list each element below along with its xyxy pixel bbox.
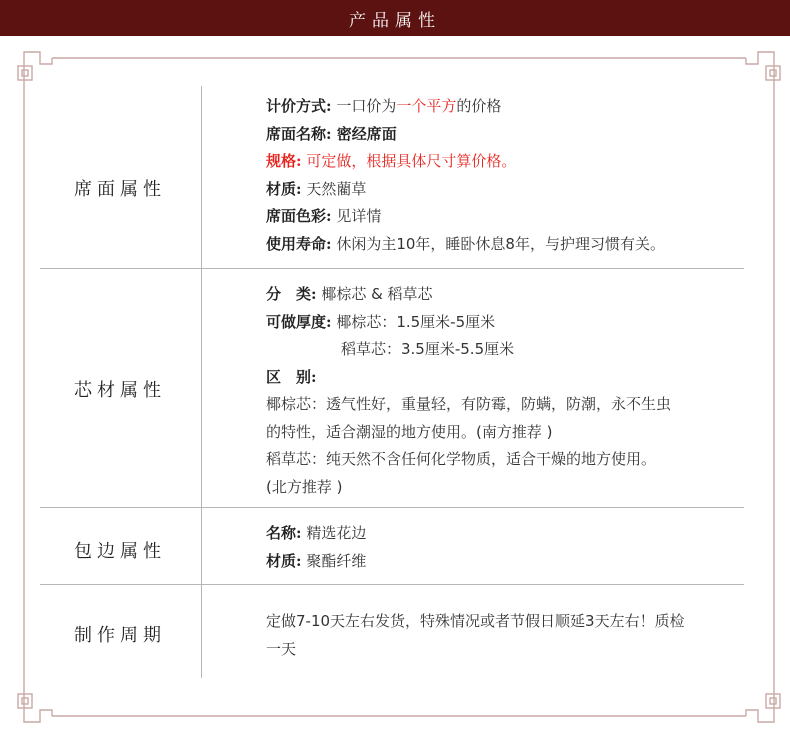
row-divider: [40, 268, 744, 269]
difference-key: 区 别:: [266, 367, 317, 386]
header-title: 产品属性: [349, 11, 441, 31]
difference-text: (北方推荐 ): [266, 477, 343, 496]
difference-row: [266, 364, 671, 392]
lifespan-value: 休闲为主10年，睡卧休息8年，与护理习惯有关。: [331, 234, 665, 253]
difference-text: 稻草芯：纯天然不含任何化学物质，适合干燥的地方使用。: [266, 450, 657, 468]
core-type-key: 分 类:: [266, 285, 317, 303]
section-content-edge: [266, 520, 366, 575]
thickness-value-straw: 稻草芯：3.5厘米-5.5厘米: [341, 340, 515, 358]
section-title-mat: 席面属性: [74, 179, 166, 200]
cycle-text: 定做7-10天左右发货，特殊情况或者节假日顺延3天左右！质检: [266, 612, 685, 630]
lifespan-key: 使用寿命:: [266, 234, 332, 253]
difference-text: 的特性，适合潮湿的地方使用。(南方推荐 ): [266, 422, 553, 441]
edge-material-row: [266, 548, 366, 576]
material-row: [266, 176, 665, 204]
row-divider: [40, 507, 744, 508]
thickness-row-straw: [266, 336, 671, 364]
section-content-mat: [266, 93, 665, 258]
mat-color-value: 见详情: [331, 207, 382, 225]
edge-name-key: 名称:: [266, 524, 302, 542]
spec-row: [266, 148, 665, 176]
mat-name-row: [266, 121, 665, 149]
pricing-value-post: 的价格: [456, 97, 502, 115]
header-banner: [0, 0, 790, 36]
section-title-edge: 包边属性: [74, 541, 166, 562]
mat-name-value: 密经席面: [331, 124, 397, 143]
section-title-core: 芯材属性: [74, 380, 166, 401]
difference-text: 椰棕芯：透气性好，重量轻，有防霉，防螨，防潮，永不生虫: [266, 395, 672, 413]
mat-color-row: [266, 203, 665, 231]
pricing-row: [266, 93, 665, 121]
mat-color-key: 席面色彩:: [266, 207, 332, 225]
thickness-value-coconut: 椰棕芯：1.5厘米-5厘米: [331, 312, 496, 331]
edge-material-key: 材质:: [266, 551, 302, 570]
section-content-cycle: [266, 608, 685, 663]
spec-value: 可定做，根据具体尺寸算价格。: [301, 152, 517, 170]
material-key: 材质:: [266, 179, 302, 198]
cycle-text: 一天: [266, 639, 297, 658]
section-title-cycle: 制作周期: [74, 625, 166, 646]
spec-key: 规格:: [266, 152, 302, 170]
pricing-value-highlight: 一个平方: [396, 97, 457, 115]
edge-material-value: 聚酯纤维: [301, 551, 367, 570]
edge-name-row: [266, 520, 366, 548]
thickness-row: [266, 309, 671, 337]
core-type-value: 椰棕芯 & 稻草芯: [316, 285, 433, 303]
column-divider: [201, 86, 202, 678]
core-type-row: [266, 281, 671, 309]
lifespan-row: [266, 231, 665, 259]
edge-name-value: 精选花边: [301, 524, 367, 542]
section-content-core: [266, 281, 671, 501]
pricing-key: 计价方式:: [266, 97, 332, 115]
pricing-value-pre: 一口价为: [331, 97, 397, 115]
row-divider: [40, 584, 744, 585]
material-value: 天然藺草: [301, 179, 367, 198]
mat-name-key: 席面名称:: [266, 124, 332, 143]
thickness-key: 可做厚度:: [266, 312, 332, 331]
